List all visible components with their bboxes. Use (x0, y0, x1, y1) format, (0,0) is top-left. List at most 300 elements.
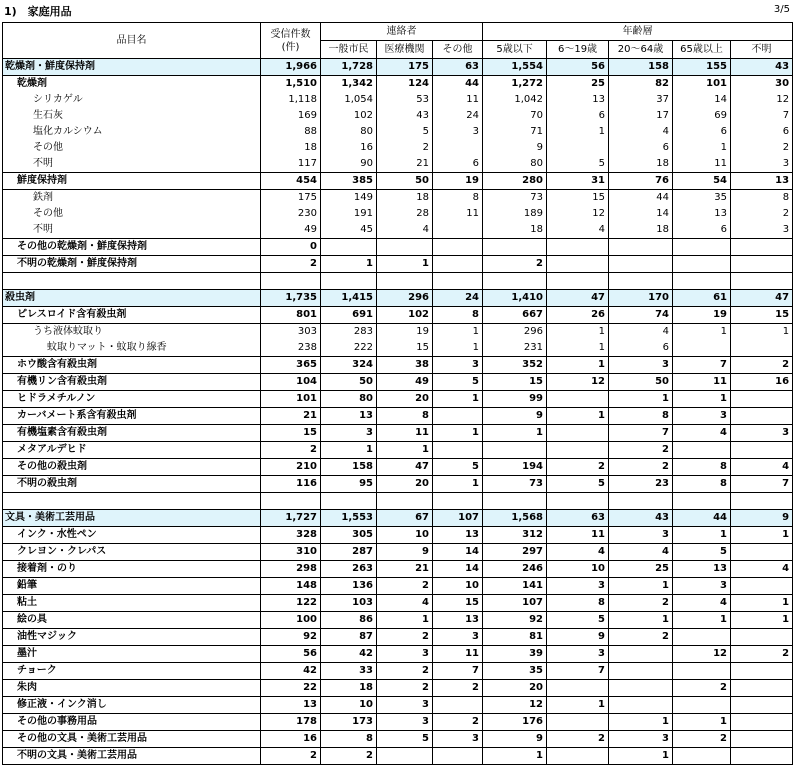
cell-value: 1 (321, 256, 377, 273)
cell-value (433, 273, 483, 290)
cell-value: 12 (673, 646, 731, 663)
cell-value: 194 (483, 459, 547, 476)
cell-value: 283 (321, 324, 377, 341)
cell-value (377, 493, 433, 510)
cell-value: 1,042 (483, 92, 547, 108)
table-row (3, 190, 793, 207)
cell-value: 11 (433, 646, 483, 663)
cell-value: 287 (321, 544, 377, 561)
row-label: ヒドラメチルノン (3, 391, 261, 408)
cell-value: 13 (433, 612, 483, 629)
cell-value: 1 (609, 612, 673, 629)
cell-value: 328 (261, 527, 321, 544)
cell-value: 13 (433, 527, 483, 544)
cell-value: 385 (321, 173, 377, 190)
cell-value: 5 (377, 731, 433, 748)
cell-value (547, 493, 609, 510)
cell-value: 80 (321, 124, 377, 140)
cell-value: 9 (547, 629, 609, 646)
cell-value: 9 (483, 408, 547, 425)
cell-value (609, 697, 673, 714)
cell-value (433, 256, 483, 273)
cell-value (433, 408, 483, 425)
cell-value: 1 (321, 442, 377, 459)
cell-value: 1 (433, 324, 483, 341)
cell-value: 42 (321, 646, 377, 663)
cell-value: 15 (433, 595, 483, 612)
cell-value: 9 (483, 731, 547, 748)
cell-value: 352 (483, 357, 547, 374)
cell-value: 1,553 (321, 510, 377, 527)
cell-value: 17 (609, 108, 673, 124)
cell-value: 1 (731, 612, 793, 629)
cell-value: 33 (321, 663, 377, 680)
row-label: 粘土 (3, 595, 261, 612)
cell-value (673, 442, 731, 459)
cell-value: 11 (433, 92, 483, 108)
cell-value: 176 (483, 714, 547, 731)
cell-value (321, 273, 377, 290)
cell-value: 1 (609, 714, 673, 731)
cell-value (547, 140, 609, 156)
cell-value: 7 (547, 663, 609, 680)
cell-value: 141 (483, 578, 547, 595)
row-label: 有機リン含有殺虫剤 (3, 374, 261, 391)
cell-value (433, 493, 483, 510)
cell-value: 3 (731, 222, 793, 239)
cell-value: 8 (433, 190, 483, 207)
cell-value: 104 (261, 374, 321, 391)
cell-value: 2 (673, 731, 731, 748)
cell-value: 43 (731, 59, 793, 76)
cell-value (731, 714, 793, 731)
cell-value (433, 442, 483, 459)
cell-value: 13 (321, 408, 377, 425)
section-title: 1) 家庭用品 (4, 5, 72, 18)
cell-value: 4 (609, 324, 673, 341)
cell-value: 169 (261, 108, 321, 124)
row-label: 鉛筆 (3, 578, 261, 595)
cell-value (609, 646, 673, 663)
cell-value: 50 (321, 374, 377, 391)
cell-value: 54 (673, 173, 731, 190)
cell-value: 5 (547, 156, 609, 173)
cell-value: 3 (377, 714, 433, 731)
cell-value: 1,272 (483, 76, 547, 93)
cell-value (673, 748, 731, 765)
table-row (3, 374, 793, 391)
row-label: その他の乾燥剤・鮮度保持剤 (3, 239, 261, 256)
cell-value (433, 748, 483, 765)
cell-value: 1 (673, 527, 731, 544)
cell-value: 1,735 (261, 290, 321, 307)
cell-value: 2 (261, 748, 321, 765)
cell-value: 47 (377, 459, 433, 476)
cell-value: 298 (261, 561, 321, 578)
table-row (3, 92, 793, 108)
cell-value (377, 748, 433, 765)
cell-value: 16 (321, 140, 377, 156)
cell-value: 90 (321, 156, 377, 173)
header-contact-medical: 医療機関 (377, 41, 433, 59)
cell-value: 1,054 (321, 92, 377, 108)
cell-value (609, 663, 673, 680)
header-age-6-19: 6～19歳 (547, 41, 609, 59)
cell-value: 18 (609, 156, 673, 173)
cell-value: 3 (433, 357, 483, 374)
table-row (3, 290, 793, 307)
table-row (3, 697, 793, 714)
cell-value: 2 (377, 680, 433, 697)
cell-value: 5 (433, 374, 483, 391)
table-row (3, 324, 793, 341)
row-label: その他の事務用品 (3, 714, 261, 731)
cell-value (377, 273, 433, 290)
cell-value: 8 (673, 476, 731, 493)
cell-value: 19 (433, 173, 483, 190)
cell-value: 238 (261, 340, 321, 357)
cell-value: 2 (609, 595, 673, 612)
cell-value: 15 (483, 374, 547, 391)
cell-value (609, 493, 673, 510)
cell-value (433, 239, 483, 256)
cell-value: 63 (433, 59, 483, 76)
cell-value (483, 493, 547, 510)
cell-value: 4 (673, 595, 731, 612)
cell-value: 2 (377, 663, 433, 680)
row-label: 墨汁 (3, 646, 261, 663)
cell-value (731, 442, 793, 459)
cell-value: 67 (377, 510, 433, 527)
cell-value: 13 (673, 206, 731, 222)
cell-value: 8 (321, 731, 377, 748)
cell-value: 6 (609, 140, 673, 156)
cell-value: 92 (261, 629, 321, 646)
cell-value: 3 (433, 124, 483, 140)
cell-value: 263 (321, 561, 377, 578)
cell-value: 7 (609, 425, 673, 442)
row-label: 殺虫剤 (3, 290, 261, 307)
cell-value: 1,342 (321, 76, 377, 93)
cell-value: 1 (433, 340, 483, 357)
cell-value: 56 (261, 646, 321, 663)
row-label: その他の文具・美術工芸用品 (3, 731, 261, 748)
cell-value (433, 222, 483, 239)
cell-value: 1 (673, 714, 731, 731)
table-row (3, 357, 793, 374)
cell-value: 1,568 (483, 510, 547, 527)
table-row (3, 476, 793, 493)
cell-value: 1 (673, 140, 731, 156)
cell-value: 5 (433, 459, 483, 476)
row-label: インク・水性ペン (3, 527, 261, 544)
table-body (3, 59, 793, 765)
cell-value: 454 (261, 173, 321, 190)
cell-value: 175 (261, 190, 321, 207)
cell-value: 691 (321, 307, 377, 324)
cell-value: 1 (731, 595, 793, 612)
row-label: シリカゲル (3, 92, 261, 108)
cell-value: 73 (483, 476, 547, 493)
cell-value: 50 (609, 374, 673, 391)
cell-value: 8 (377, 408, 433, 425)
cell-value: 8 (673, 459, 731, 476)
table-row (3, 629, 793, 646)
cell-value (731, 629, 793, 646)
cell-value: 667 (483, 307, 547, 324)
cell-value: 116 (261, 476, 321, 493)
cell-value (673, 239, 731, 256)
cell-value: 61 (673, 290, 731, 307)
cell-value: 86 (321, 612, 377, 629)
cell-value (673, 256, 731, 273)
cell-value: 18 (321, 680, 377, 697)
row-label: チョーク (3, 663, 261, 680)
row-label: 絵の具 (3, 612, 261, 629)
row-label: ピレスロイド含有殺虫剤 (3, 307, 261, 324)
cell-value: 1 (673, 391, 731, 408)
cell-value (673, 273, 731, 290)
cell-value: 0 (261, 239, 321, 256)
cell-value: 44 (433, 76, 483, 93)
table-row (3, 239, 793, 256)
table-row (3, 273, 793, 290)
cell-value (731, 748, 793, 765)
cell-value: 7 (673, 357, 731, 374)
cell-value: 1 (547, 124, 609, 140)
cell-value: 92 (483, 612, 547, 629)
cell-value: 10 (321, 697, 377, 714)
cell-value: 13 (673, 561, 731, 578)
cell-value (731, 544, 793, 561)
cell-value: 30 (731, 76, 793, 93)
cell-value (731, 256, 793, 273)
cell-value: 20 (377, 391, 433, 408)
cell-value (731, 391, 793, 408)
cell-value (609, 273, 673, 290)
cell-value: 365 (261, 357, 321, 374)
table-row (3, 108, 793, 124)
cell-value: 16 (261, 731, 321, 748)
cell-value: 2 (731, 140, 793, 156)
cell-value: 210 (261, 459, 321, 476)
cell-value: 8 (609, 408, 673, 425)
cell-value (731, 239, 793, 256)
cell-value: 1 (483, 425, 547, 442)
cell-value: 1 (609, 391, 673, 408)
cell-value: 76 (609, 173, 673, 190)
row-label: ホウ酸含有殺虫剤 (3, 357, 261, 374)
row-label: 朱肉 (3, 680, 261, 697)
cell-value (673, 663, 731, 680)
cell-value: 15 (377, 340, 433, 357)
cell-value: 69 (673, 108, 731, 124)
cell-value: 21 (377, 561, 433, 578)
cell-value: 103 (321, 595, 377, 612)
row-label: 文具・美術工芸用品 (3, 510, 261, 527)
cell-value: 1 (609, 578, 673, 595)
cell-value: 3 (609, 731, 673, 748)
header-contact-group: 連絡者 (321, 23, 483, 41)
cell-value: 24 (433, 108, 483, 124)
cell-value (609, 256, 673, 273)
cell-value: 88 (261, 124, 321, 140)
cell-value: 1 (483, 748, 547, 765)
table-row (3, 748, 793, 765)
cell-value (483, 239, 547, 256)
cell-value: 101 (673, 76, 731, 93)
cell-value: 191 (321, 206, 377, 222)
cell-value (609, 680, 673, 697)
table-row (3, 59, 793, 76)
cell-value: 2 (547, 459, 609, 476)
cell-value: 99 (483, 391, 547, 408)
cell-value: 6 (731, 124, 793, 140)
row-label: 鮮度保持剤 (3, 173, 261, 190)
cell-value: 222 (321, 340, 377, 357)
cell-value: 74 (609, 307, 673, 324)
cell-value (483, 273, 547, 290)
row-label: クレヨン・クレパス (3, 544, 261, 561)
cell-value: 3 (547, 646, 609, 663)
cell-value: 158 (609, 59, 673, 76)
cell-value: 5 (673, 544, 731, 561)
cell-value: 11 (547, 527, 609, 544)
cell-value (547, 273, 609, 290)
header-age-group: 年齢層 (483, 23, 793, 41)
cell-value (547, 239, 609, 256)
table-row (3, 680, 793, 697)
table-row (3, 663, 793, 680)
cell-value: 6 (433, 156, 483, 173)
cell-value: 5 (377, 124, 433, 140)
cell-value: 3 (377, 646, 433, 663)
cell-value: 20 (377, 476, 433, 493)
cell-value: 39 (483, 646, 547, 663)
row-label: メタアルデヒド (3, 442, 261, 459)
cell-value (731, 273, 793, 290)
cell-value: 1,415 (321, 290, 377, 307)
table-row (3, 391, 793, 408)
cell-value: 3 (609, 527, 673, 544)
cell-value (673, 340, 731, 357)
cell-value: 2 (547, 731, 609, 748)
cell-value (731, 340, 793, 357)
cell-value: 81 (483, 629, 547, 646)
cell-value: 6 (673, 222, 731, 239)
cell-value: 101 (261, 391, 321, 408)
cell-value: 3 (731, 425, 793, 442)
cell-value: 45 (321, 222, 377, 239)
cell-value (483, 442, 547, 459)
cell-value (547, 680, 609, 697)
cell-value: 80 (321, 391, 377, 408)
cell-value: 4 (731, 561, 793, 578)
cell-value: 44 (609, 190, 673, 207)
cell-value: 1,727 (261, 510, 321, 527)
cell-value (731, 663, 793, 680)
header-contact-citizen: 一般市民 (321, 41, 377, 59)
statistics-table (2, 22, 793, 765)
row-label: うち液体蚊取り (3, 324, 261, 341)
cell-value: 4 (377, 595, 433, 612)
cell-value: 2 (609, 459, 673, 476)
cell-value (547, 748, 609, 765)
cell-value: 3 (609, 357, 673, 374)
row-label: 蚊取りマット・蚊取り線香 (3, 340, 261, 357)
cell-value: 2 (261, 256, 321, 273)
cell-value: 312 (483, 527, 547, 544)
cell-value (321, 493, 377, 510)
cell-value (731, 680, 793, 697)
cell-value: 11 (433, 206, 483, 222)
table-row (3, 156, 793, 173)
cell-value: 2 (609, 629, 673, 646)
cell-value: 18 (261, 140, 321, 156)
cell-value: 19 (673, 307, 731, 324)
table-row (3, 340, 793, 357)
cell-value (673, 493, 731, 510)
cell-value: 3 (731, 156, 793, 173)
cell-value: 170 (609, 290, 673, 307)
table-row (3, 595, 793, 612)
cell-value: 8 (433, 307, 483, 324)
cell-value: 11 (673, 156, 731, 173)
cell-value: 25 (547, 76, 609, 93)
cell-value: 3 (433, 629, 483, 646)
cell-value: 12 (731, 92, 793, 108)
cell-value: 3 (433, 731, 483, 748)
header-received-count: 受信件数 (件) (261, 23, 321, 59)
cell-value: 31 (547, 173, 609, 190)
cell-value (609, 239, 673, 256)
cell-value: 1 (433, 425, 483, 442)
cell-value: 15 (261, 425, 321, 442)
cell-value: 9 (377, 544, 433, 561)
cell-value: 2 (609, 442, 673, 459)
cell-value: 20 (483, 680, 547, 697)
cell-value: 1 (433, 476, 483, 493)
cell-value: 73 (483, 190, 547, 207)
table-row (3, 140, 793, 156)
cell-value: 16 (731, 374, 793, 391)
cell-value: 246 (483, 561, 547, 578)
cell-value: 35 (483, 663, 547, 680)
cell-value: 71 (483, 124, 547, 140)
cell-value: 324 (321, 357, 377, 374)
table-row (3, 731, 793, 748)
cell-value: 4 (609, 544, 673, 561)
cell-value: 230 (261, 206, 321, 222)
cell-value: 28 (377, 206, 433, 222)
row-label: カーバメート系含有殺虫剤 (3, 408, 261, 425)
cell-value: 11 (673, 374, 731, 391)
cell-value: 13 (731, 173, 793, 190)
cell-value: 1 (673, 612, 731, 629)
cell-value: 87 (321, 629, 377, 646)
cell-value: 18 (609, 222, 673, 239)
cell-value: 173 (321, 714, 377, 731)
cell-value (261, 273, 321, 290)
cell-value: 80 (483, 156, 547, 173)
cell-value: 178 (261, 714, 321, 731)
cell-value: 21 (261, 408, 321, 425)
cell-value: 2 (731, 357, 793, 374)
cell-value (547, 391, 609, 408)
table-row (3, 493, 793, 510)
cell-value (731, 697, 793, 714)
cell-value: 2 (321, 748, 377, 765)
